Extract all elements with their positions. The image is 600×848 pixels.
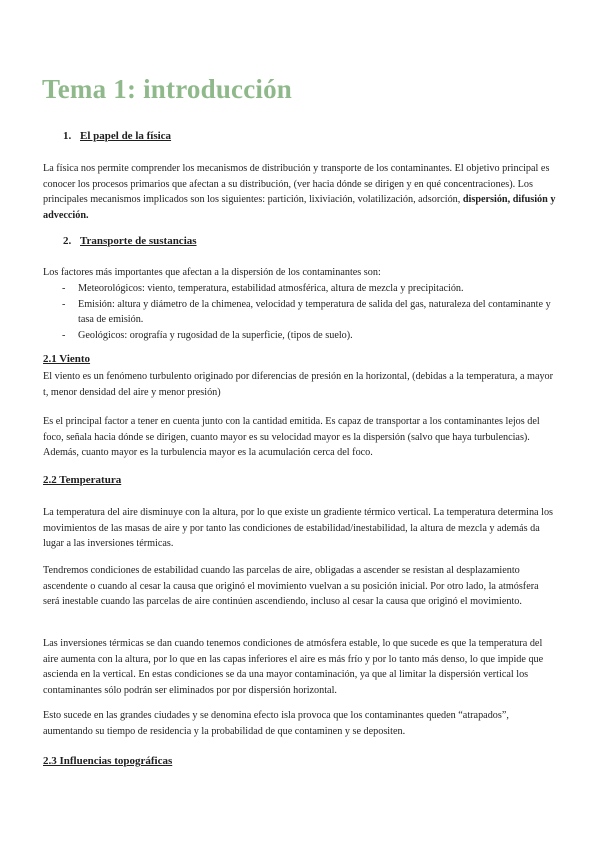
intro-text: La física nos permite comprender los mecanismos de distribución y transporte de los contaminantes. El objetivo principal es conocer los procesos primarios que afectan a su distribución, (ver hacia dónde se dirigen y en qué concentraciones). Los principales mecanismos implicados son los siguientes: partición, lixiviación, volatilización, adsorción, <box>43 163 550 206</box>
factors-list <box>43 281 557 343</box>
bullet-dash: - <box>62 283 66 294</box>
section-title: Transporte de sustancias <box>80 235 197 247</box>
list-item <box>43 281 557 297</box>
list-item-text: Emisión: altura y diámetro de la chimenea, velocidad y temperatura de salida del gas, naturaleza del contaminante y tasa de emisión. <box>78 298 551 326</box>
section-heading-2 <box>63 235 197 247</box>
section-heading-1 <box>63 130 171 142</box>
list-item <box>43 328 557 344</box>
factors-intro: Los factores más importantes que afectan a la dispersión de los contaminantes son: <box>43 267 381 278</box>
bullet-dash: - <box>62 298 66 310</box>
subsection-heading-topografia: 2.3 Influencias topográficas <box>43 755 173 767</box>
list-item-text: Meteorológicos: viento, temperatura, estabilidad atmosférica, altura de mezcla y precipitación. <box>78 283 464 294</box>
subsection-heading-temperatura: 2.2 Temperatura <box>43 474 122 486</box>
temperatura-paragraph-2: Tendremos condiciones de estabilidad cuando las parcelas de aire, obligadas a ascender se resistan al desplazamiento ascendente o cuando al cesar la causa que originó el movimiento vuelvan a su posición inicial. Por otro lado, la atmósfera será inestable cuando las parcelas de aire continúen ascendiendo, incluso al cesar la causa que originó el movimiento. <box>43 565 539 608</box>
viento-paragraph-2: Es el principal factor a tener en cuenta junto con la cantidad emitida. Es capaz de transportar a los contaminantes lejos del foco, señala hacia dónde se dirigen, cuanto mayor es su velocidad mayor es la dispersión (salvo que haya turbulencias). Además, cuanto mayor es la turbulencia mayor es la acumulación cerca del foco. <box>43 416 540 459</box>
list-item <box>43 297 557 328</box>
intro-paragraph <box>43 161 557 223</box>
section-number: 2. <box>63 235 72 247</box>
intro-bold-text: dispersión, difusión y advección. <box>43 194 556 221</box>
subsection-heading-viento: 2.1 Viento <box>43 353 91 365</box>
temperatura-paragraph-1: La temperatura del aire disminuye con la altura, por lo que existe un gradiente térmico vertical. La temperatura determina los movimientos de las masas de aire y por tanto las condiciones de estabilidad/inestabilidad, la altura de mezcla y además da lugar a las inversiones térmicas. <box>43 507 554 550</box>
list-item-text: Geológicos: orografía y rugosidad de la superficie, (tipos de suelo). <box>78 329 353 341</box>
section-title: El papel de la física <box>80 130 172 142</box>
temperatura-paragraph-3: Las inversiones térmicas se dan cuando tenemos condiciones de atmósfera estable, lo que sucede es que la temperatura del aire aumenta con la altura, por lo que en las capas inferiores el aire es más frío y por lo tanto más denso, lo que impide que ascienda en la vertical. En estas condiciones se da una mayor contaminación, ya que al limitar la dispersión vertical los contaminantes sólo podrán ser eliminados por por dispersión horizontal. <box>43 638 544 696</box>
bullet-dash: - <box>62 329 66 341</box>
section-number: 1. <box>63 130 72 142</box>
viento-paragraph-1: El viento es un fenómeno turbulento originado por diferencias de presión en la horizontal, (debidas a la temperatura, a mayor t, menor densidad del aire y menor presión) <box>43 371 554 398</box>
page-title: Tema 1: introducción <box>42 74 293 104</box>
temperatura-paragraph-4: Esto sucede en las grandes ciudades y se denomina efecto isla provoca que los contaminantes queden “atrapados”, aumentando su tiempo de residencia y la probabilidad de que contaminen y se depositen. <box>43 710 509 737</box>
